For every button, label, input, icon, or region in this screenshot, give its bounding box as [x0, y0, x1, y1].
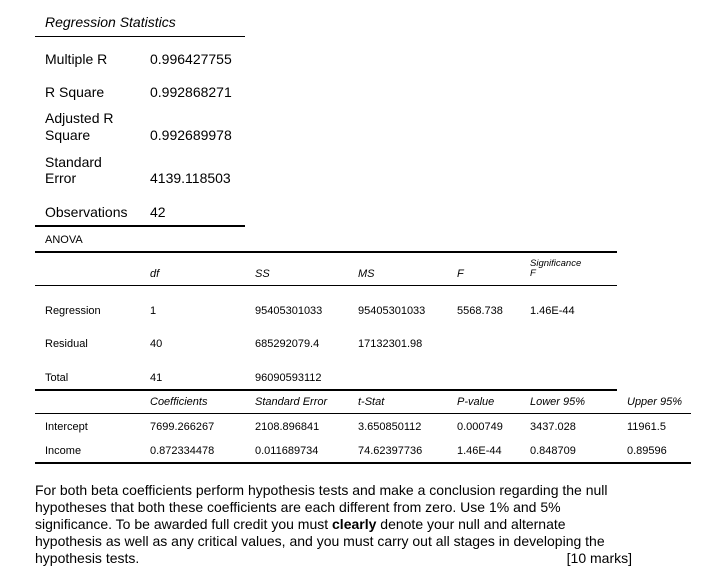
rs-value-r-square: 0.992868271	[150, 84, 232, 100]
coef-row-income-name: Income	[45, 445, 82, 457]
coef-row-income-upper-95: 0.89596	[627, 445, 667, 457]
coef-header-standard-error: Standard Error	[255, 396, 328, 408]
coef-row-intercept-lower-95: 3437.028	[530, 421, 576, 433]
coef-header-p-value: P-value	[457, 396, 495, 408]
anova-header-significance-f: F	[530, 268, 536, 279]
question-marks: [10 marks]	[566, 550, 632, 566]
rs-label-standard-line2: Error	[45, 170, 77, 186]
coef-header-coefficients: Coefficients	[150, 396, 208, 408]
rs-value-adjusted-r-square: 0.992689978	[150, 127, 232, 143]
coef-row-income-p-value: 1.46E-44	[457, 445, 502, 457]
anova-title: ANOVA	[45, 234, 83, 246]
rs-label-r-square: R Square	[45, 84, 105, 100]
rs-value-observations: 42	[150, 204, 166, 220]
anova-row-regression-sig: 1.46E-44	[530, 305, 575, 317]
anova-row-regression-ss: 95405301033	[255, 305, 323, 317]
question-text-start: For both beta coefficients perform hypothesis tests and make a conclusion regarding the null hypotheses that both these coefficients are each different from zero. Use 1% and 5% significance. To be awarded full credit you must	[35, 482, 608, 532]
coef-row-income-t-stat: 74.62397736	[358, 445, 423, 457]
anova-header-rule	[35, 285, 617, 286]
rs-top-rule	[35, 36, 245, 37]
anova-row-residual-ms: 17132301.98	[358, 338, 423, 350]
anova-header-significance: Significance	[530, 258, 582, 269]
coef-row-income-standard-error: 0.011689734	[255, 445, 319, 457]
coef-header-upper-95: Upper 95%	[627, 396, 683, 408]
anova-header-ss: SS	[255, 268, 270, 280]
rs-label-standard: Standard	[45, 154, 102, 170]
anova-row-total-ss: 96090593112	[255, 372, 322, 384]
anova-row-total-df: 41	[150, 372, 163, 384]
coef-row-intercept-p-value: 0.000749	[457, 421, 503, 433]
anova-row-residual-name: Residual	[45, 338, 88, 350]
rs-value-multiple-r: 0.996427755	[150, 51, 232, 67]
regression-statistics-title: Regression Statistics	[45, 14, 176, 30]
coef-header-lower-95: Lower 95%	[530, 396, 586, 408]
coef-row-intercept-name: Intercept	[45, 421, 88, 433]
anova-row-residual-ss: 685292079.4	[255, 338, 320, 350]
rs-label-adjusted-r-line2: Square	[45, 127, 91, 143]
rs-label-adjusted-r: Adjusted R	[45, 110, 114, 126]
coef-row-intercept-t-stat: 3.650850112	[358, 421, 422, 433]
anova-bottom-rule	[35, 389, 617, 391]
question-text-bold: clearly	[332, 516, 377, 532]
anova-row-total-name: Total	[45, 372, 69, 384]
anova-row-residual-df: 40	[150, 338, 163, 350]
rs-value-standard-error: 4139.118503	[150, 170, 231, 186]
anova-header-f: F	[457, 268, 464, 280]
anova-row-regression-f: 5568.738	[457, 305, 503, 317]
coef-row-intercept-upper-95: 11961.5	[627, 421, 666, 433]
coef-header-t-stat: t-Stat	[358, 396, 385, 408]
rs-bottom-rule	[35, 225, 245, 227]
coef-row-intercept-standard-error: 2108.896841	[255, 421, 320, 433]
anova-row-regression-name: Regression	[45, 305, 101, 317]
rs-label-observations: Observations	[45, 204, 128, 220]
anova-header-df: df	[150, 268, 160, 280]
anova-row-regression-df: 1	[150, 305, 157, 317]
anova-row-regression-ms: 95405301033	[358, 305, 426, 317]
anova-top-rule	[35, 251, 617, 253]
rs-label-multiple-r: Multiple R	[45, 51, 108, 67]
coef-row-intercept-coefficient: 7699.266267	[150, 421, 215, 433]
anova-header-ms: MS	[358, 268, 375, 280]
coef-row-income-coefficient: 0.872334478	[150, 445, 215, 457]
question-paragraph	[35, 482, 632, 567]
question-text-end: denote your null and alternate hypothesis as well as any critical values, and you must carry out all stages in developing the hypothesis tests.	[35, 516, 605, 566]
coef-row-income-lower-95: 0.848709	[530, 445, 576, 457]
coef-header-rule	[35, 413, 691, 414]
coef-bottom-rule	[35, 462, 691, 464]
